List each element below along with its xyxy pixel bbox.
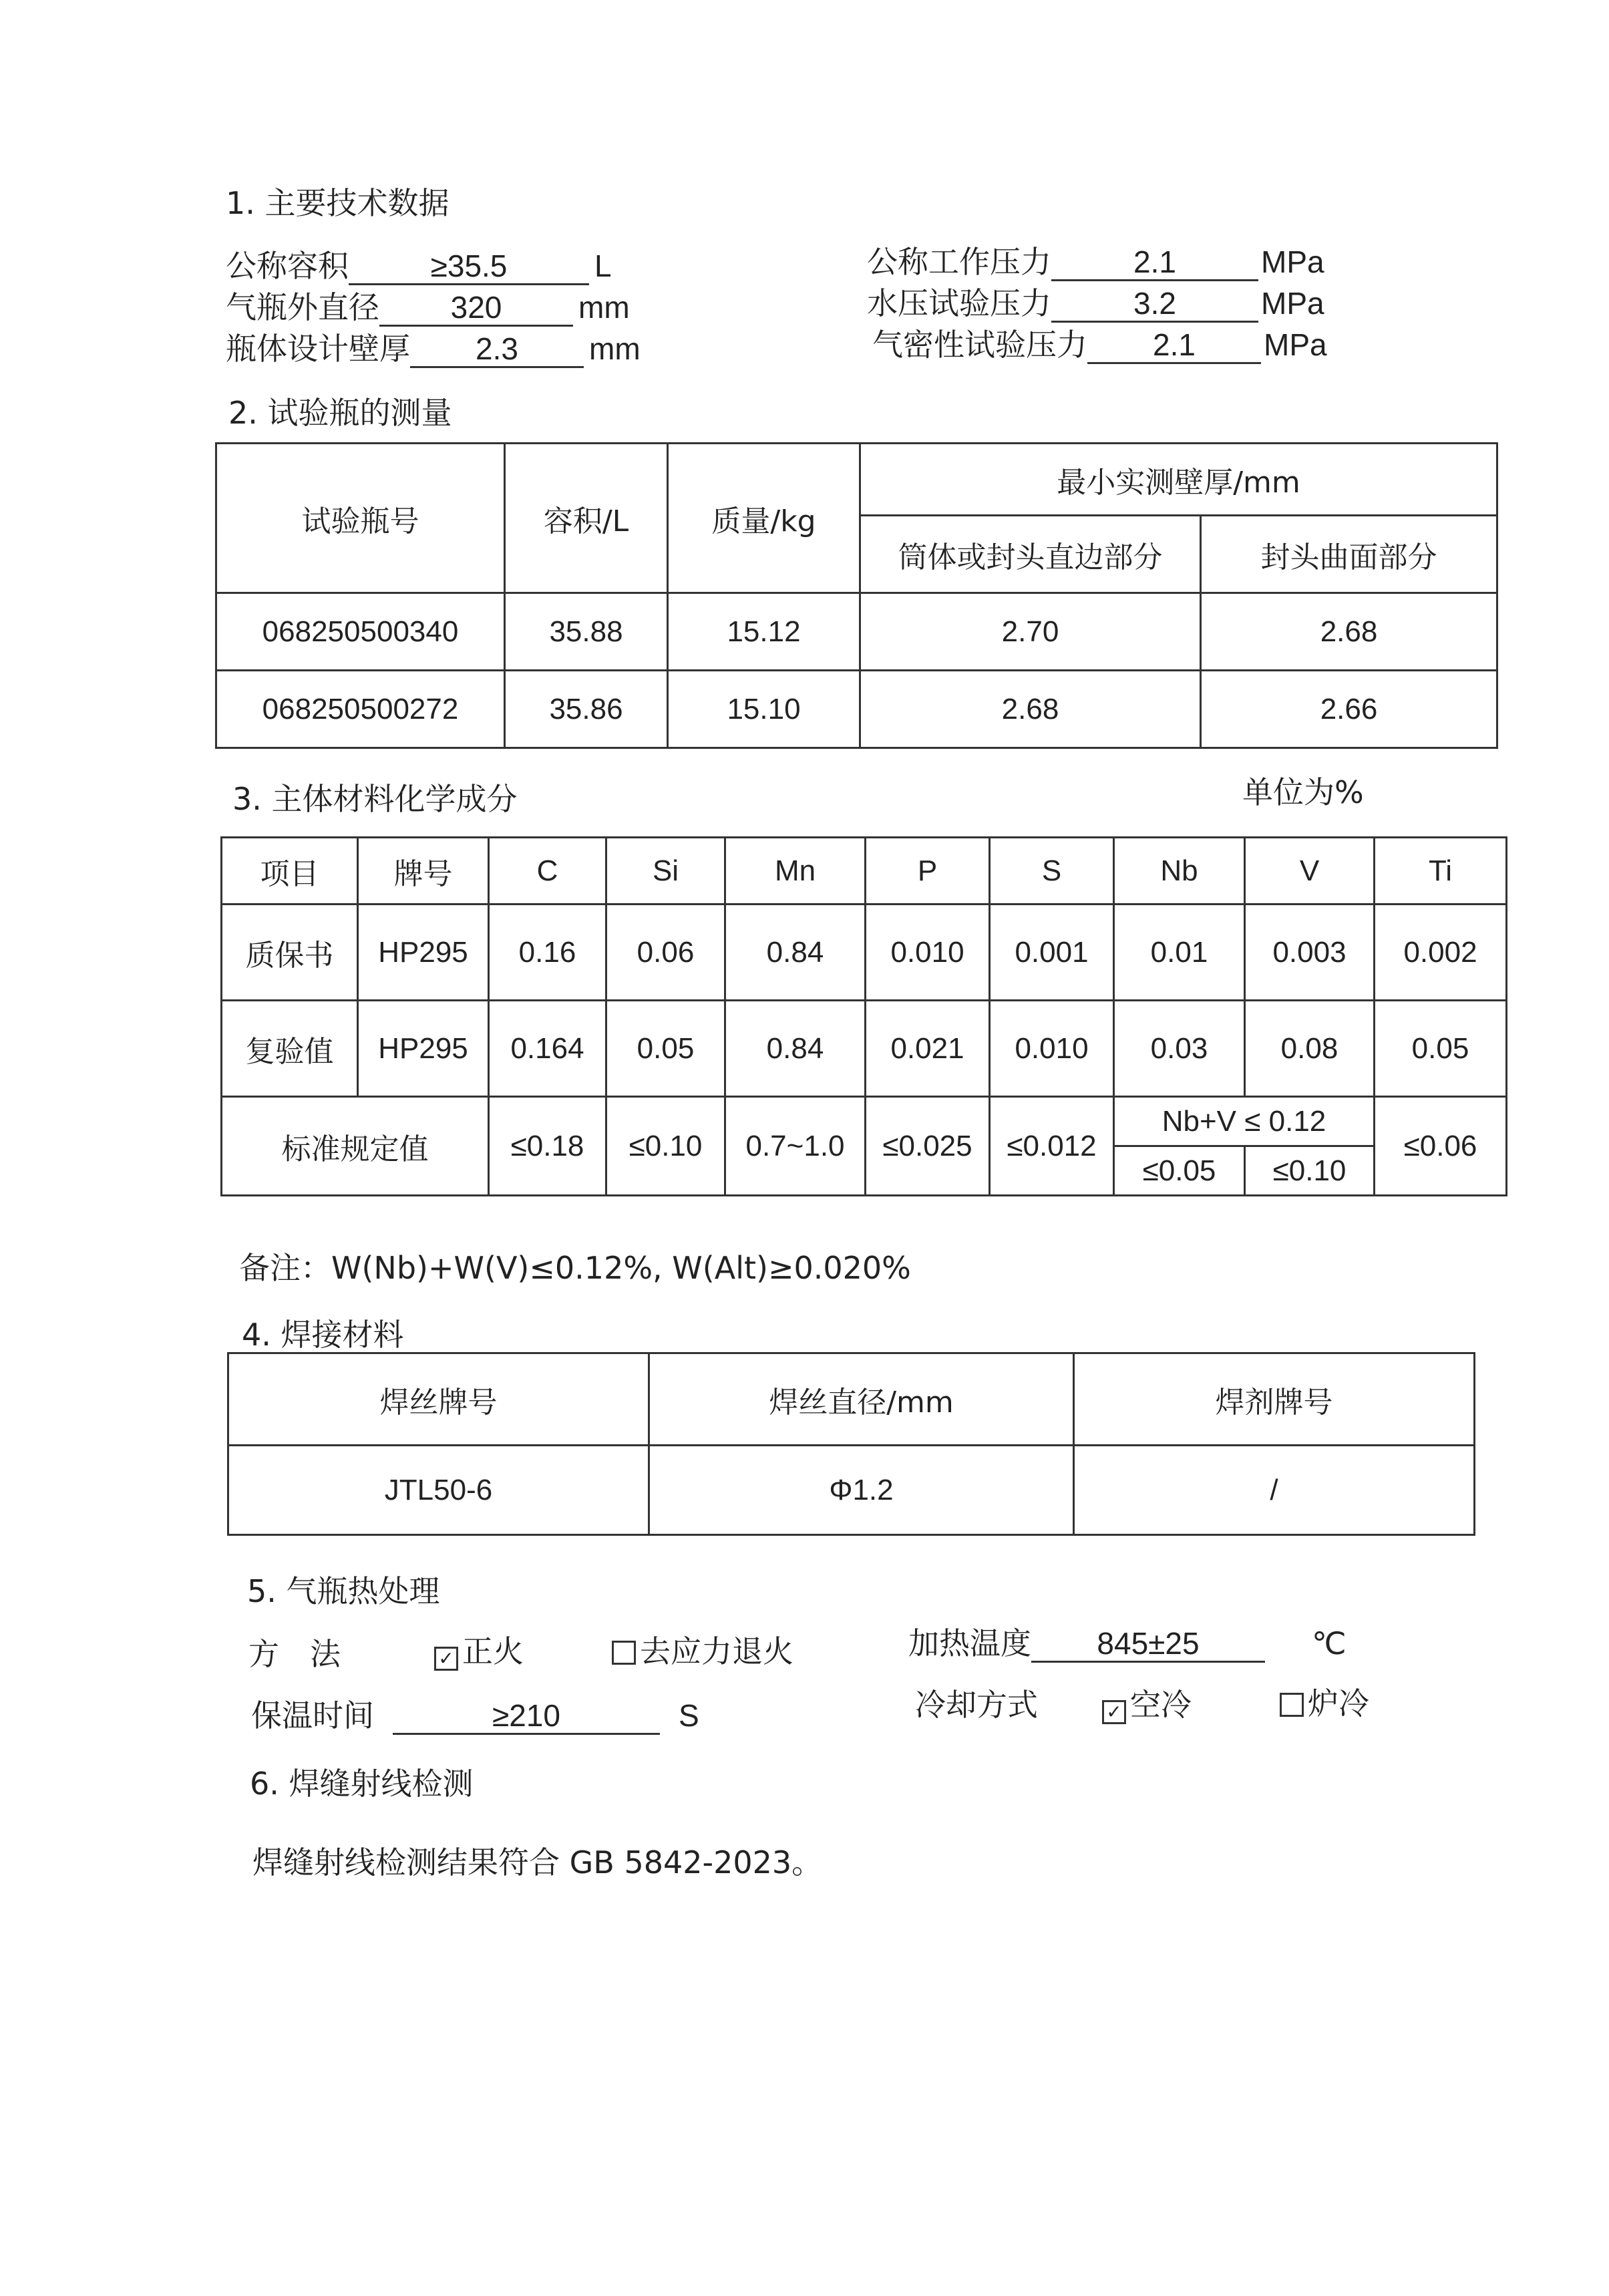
option-air-cooling bbox=[1102, 1681, 1192, 1725]
std-nb: ≤0.05 bbox=[1114, 1146, 1245, 1196]
unit-note: 单位为% bbox=[1242, 774, 1364, 810]
std-nb-v-sum: Nb+V ≤ 0.12 bbox=[1114, 1097, 1375, 1146]
cell: 0.08 bbox=[1245, 1001, 1375, 1097]
cell: 0.16 bbox=[489, 905, 606, 1001]
option-normalizing bbox=[434, 1627, 524, 1671]
field-unit: mm bbox=[578, 290, 630, 325]
cell: 0.01 bbox=[1114, 905, 1245, 1001]
header-flux-grade: 焊剂牌号 bbox=[1074, 1353, 1475, 1446]
section-4-title: 4. 焊接材料 bbox=[242, 1317, 404, 1353]
field-label: 气密性试验压力 bbox=[872, 327, 1087, 363]
field-unit: S bbox=[679, 1698, 699, 1733]
cell: JTL50-6 bbox=[228, 1446, 649, 1535]
field-value: ≥210 bbox=[393, 1698, 660, 1735]
cell: 0.05 bbox=[1375, 1001, 1507, 1097]
cell: 35.86 bbox=[505, 671, 668, 748]
field-outer-diameter bbox=[226, 283, 630, 327]
field-holding-time bbox=[251, 1691, 699, 1736]
field-unit: ℃ bbox=[1312, 1625, 1347, 1661]
header-mass: 质量/kg bbox=[668, 444, 860, 593]
cell: 0.002 bbox=[1375, 905, 1507, 1001]
field-label: 公称容积 bbox=[226, 248, 349, 284]
header-nb: Nb bbox=[1114, 838, 1245, 905]
field-label: 水压试验压力 bbox=[867, 285, 1051, 321]
table-header-row bbox=[222, 838, 1507, 905]
header-min-wall-thickness: 最小实测壁厚/mm bbox=[860, 444, 1497, 516]
cell: 0.001 bbox=[990, 905, 1114, 1001]
cell: 2.68 bbox=[1201, 593, 1497, 671]
cell: 35.88 bbox=[505, 593, 668, 671]
field-value: ≥35.5 bbox=[349, 249, 589, 285]
header-wire-grade: 焊丝牌号 bbox=[228, 1353, 649, 1446]
cell: HP295 bbox=[358, 1001, 489, 1097]
option-label: 去应力退火 bbox=[640, 1633, 793, 1669]
field-label: 瓶体设计壁厚 bbox=[226, 331, 410, 367]
table-row bbox=[222, 1001, 1507, 1097]
field-hydro-test-pressure bbox=[867, 279, 1324, 323]
header-p: P bbox=[866, 838, 990, 905]
table-row bbox=[222, 905, 1507, 1001]
cell: 0.84 bbox=[725, 905, 866, 1001]
std-c: ≤0.18 bbox=[489, 1097, 606, 1196]
chemical-remark: 备注：W(Nb)+W(V)≤0.12%, W(Alt)≥0.020% bbox=[239, 1250, 911, 1286]
cell: 质保书 bbox=[222, 905, 358, 1001]
field-value: 2.1 bbox=[1051, 244, 1258, 281]
cell: 2.66 bbox=[1201, 671, 1497, 748]
field-unit: MPa bbox=[1261, 286, 1324, 321]
field-label: 公称工作压力 bbox=[867, 244, 1051, 280]
header-volume: 容积/L bbox=[505, 444, 668, 593]
cell: 0.164 bbox=[489, 1001, 606, 1097]
cell: 0.03 bbox=[1114, 1001, 1245, 1097]
field-value: 2.1 bbox=[1087, 327, 1261, 364]
field-nominal-volume bbox=[226, 242, 612, 286]
cell: 2.70 bbox=[860, 593, 1201, 671]
std-v: ≤0.10 bbox=[1245, 1146, 1375, 1196]
field-label: 气瓶外直径 bbox=[226, 289, 379, 325]
standard-label: 标准规定值 bbox=[222, 1097, 489, 1196]
cell: / bbox=[1074, 1446, 1475, 1535]
header-ti: Ti bbox=[1375, 838, 1507, 905]
field-value: 845±25 bbox=[1031, 1626, 1265, 1663]
checkbox-normalizing: ✓ bbox=[434, 1647, 458, 1671]
std-p: ≤0.025 bbox=[866, 1097, 990, 1196]
checkbox-air-cooling: ✓ bbox=[1102, 1700, 1126, 1724]
cell: Φ1.2 bbox=[649, 1446, 1074, 1535]
cooling-label: 冷却方式 bbox=[915, 1687, 1038, 1723]
table-header-row bbox=[228, 1353, 1475, 1446]
cell: 068250500340 bbox=[216, 593, 505, 671]
cell: 0.021 bbox=[866, 1001, 990, 1097]
table-row bbox=[228, 1446, 1475, 1535]
cell: 15.12 bbox=[668, 593, 860, 671]
cell: 0.06 bbox=[606, 905, 725, 1001]
cell: 0.05 bbox=[606, 1001, 725, 1097]
option-stress-relief bbox=[612, 1627, 793, 1671]
field-value: 320 bbox=[379, 290, 573, 327]
field-label: 加热温度 bbox=[908, 1625, 1031, 1661]
cell: 2.68 bbox=[860, 671, 1201, 748]
section-6-title: 6. 焊缝射线检测 bbox=[250, 1766, 474, 1802]
option-label: 炉冷 bbox=[1308, 1685, 1369, 1721]
field-design-wall-thickness bbox=[226, 325, 641, 369]
field-value: 3.2 bbox=[1051, 286, 1258, 323]
table-row bbox=[216, 671, 1497, 748]
table-row bbox=[216, 593, 1497, 671]
measurement-table bbox=[215, 442, 1498, 749]
chemical-composition-table bbox=[220, 836, 1507, 1196]
header-curved-part: 封头曲面部分 bbox=[1201, 516, 1497, 593]
field-unit: L bbox=[594, 249, 612, 283]
section-2-title: 2. 试验瓶的测量 bbox=[228, 395, 452, 431]
header-grade: 牌号 bbox=[358, 838, 489, 905]
header-v: V bbox=[1245, 838, 1375, 905]
header-si: Si bbox=[606, 838, 725, 905]
section-5-title: 5. 气瓶热处理 bbox=[247, 1573, 440, 1609]
field-unit: mm bbox=[589, 331, 641, 366]
cell: HP295 bbox=[358, 905, 489, 1001]
table-row-standard bbox=[222, 1097, 1507, 1146]
option-furnace-cooling bbox=[1280, 1679, 1369, 1724]
std-mn: 0.7~1.0 bbox=[725, 1097, 866, 1196]
radiography-result: 焊缝射线检测结果符合 GB 5842-2023。 bbox=[252, 1844, 823, 1880]
std-s: ≤0.012 bbox=[990, 1097, 1114, 1196]
header-c: C bbox=[489, 838, 606, 905]
header-straight-part: 筒体或封头直边部分 bbox=[860, 516, 1201, 593]
checkbox-stress-relief bbox=[612, 1641, 636, 1665]
cell: 复验值 bbox=[222, 1001, 358, 1097]
method-label: 方 法 bbox=[248, 1636, 341, 1672]
cell: 068250500272 bbox=[216, 671, 505, 748]
field-value: 2.3 bbox=[410, 331, 584, 368]
option-label: 空冷 bbox=[1130, 1687, 1192, 1723]
cell: 0.003 bbox=[1245, 905, 1375, 1001]
checkbox-furnace-cooling bbox=[1280, 1693, 1304, 1717]
field-label: 保温时间 bbox=[251, 1697, 374, 1734]
field-unit: MPa bbox=[1261, 244, 1324, 279]
option-label: 正火 bbox=[462, 1633, 524, 1669]
header-item: 项目 bbox=[222, 838, 358, 905]
cell: 0.84 bbox=[725, 1001, 866, 1097]
section-3-title: 3. 主体材料化学成分 bbox=[232, 781, 518, 817]
section-1-title: 1. 主要技术数据 bbox=[226, 185, 450, 221]
welding-material-table bbox=[227, 1352, 1475, 1536]
cell: 0.010 bbox=[990, 1001, 1114, 1097]
header-s: S bbox=[990, 838, 1114, 905]
cell: 0.010 bbox=[866, 905, 990, 1001]
header-cylinder-no: 试验瓶号 bbox=[216, 444, 505, 593]
field-heating-temp bbox=[908, 1619, 1347, 1663]
std-si: ≤0.10 bbox=[606, 1097, 725, 1196]
header-mn: Mn bbox=[725, 838, 866, 905]
cell: 15.10 bbox=[668, 671, 860, 748]
field-leak-test-pressure bbox=[872, 321, 1327, 365]
field-unit: MPa bbox=[1264, 327, 1327, 362]
header-wire-diameter: 焊丝直径/mm bbox=[649, 1353, 1074, 1446]
field-working-pressure bbox=[867, 238, 1324, 282]
std-ti: ≤0.06 bbox=[1375, 1097, 1507, 1196]
